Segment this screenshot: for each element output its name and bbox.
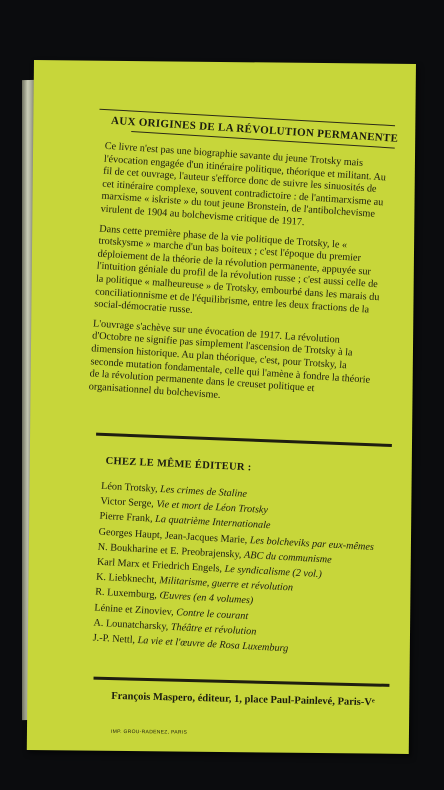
- list-item: A. Lounatcharsky, Théâtre et révolution: [93, 617, 257, 638]
- blurb: [88, 141, 393, 420]
- list-item: Lénine et Zinoviev, Contre le courant: [94, 602, 249, 622]
- list-item: K. Liebknecht, Militarisme, guerre et révolution: [95, 571, 294, 594]
- list-item: J.-P. Nettl, La vie et l'œuvre de Rosa Luxemburg: [92, 632, 289, 655]
- cover-heading: AUX ORIGINES DE LA RÉVOLUTION PERMANENTE: [110, 114, 399, 145]
- publisher-address: François Maspero, éditeur, 1, place Paul-Painlevé, Paris-Vᵉ: [111, 690, 375, 709]
- bottom-divider: [93, 677, 389, 687]
- list-item: Georges Haupt, Jean-Jacques Marie, Les bolcheviks par eux-mêmes: [98, 526, 375, 553]
- book-back-cover: [27, 60, 416, 754]
- list-item: Victor Serge, Vie et mort de Léon Trotsky: [100, 495, 269, 517]
- blurb-paragraph: Ce livre n'est pas une biographie savante du jeune Trotsky mais l'évocation engagée d'un itinéraire politique, théorique et militant. Au fil de cet ouvrage, l'auteur s'efforce donc de suivre les sinuosités de cet itinéraire complexe, souvent contradictoire : de l'antimarxisme au marxisme « iskriste » du tout jeune Bronstein, de l'antibolchevisme virulent de 1904 au bolchevisme critique de 1917.: [100, 140, 387, 229]
- blurb-paragraph: Dans cette première phase de la vie politique de Trotsky, le « trotskysme » marche d'un bas boiteux ; c'est l'époque du premier déploiement de la théorie de la révolution permanente, appuyée sur l'intuition géniale du profil de la révolution russe ; c'est aussi celle de la politique « malheureuse » de Trotsky, embourbé dans les marais du conciliationnisme et de l'équilibrisme, entre les deux fractions de la social-démocratie russe.: [93, 223, 380, 317]
- same-publisher-heading: CHEZ LE MÊME ÉDITEUR :: [105, 455, 252, 474]
- list-item: Pierre Frank, La quatrième Internationale: [99, 511, 271, 532]
- printer-imprint: IMP. GROU-RADENEZ, PARIS: [110, 728, 188, 736]
- list-item: Karl Marx et Friedrich Engels, Le syndicalisme (2 vol.): [96, 556, 323, 581]
- list-item: Léon Trotsky, Les crimes de Staline: [100, 480, 248, 500]
- list-item: N. Boukharine et E. Preobrajensky, ABC du communisme: [97, 541, 332, 566]
- blurb-paragraph: L'ouvrage s'achève sur une évocation de 1917. La révolution d'Octobre ne signifie pas simplement l'ascension de Trotsky à la dimension historique. Au plan théorique, c'est, pour Trotsky, la seconde mutation fondamentale, celle qui l'amène à fondre la théorie de la révolution permanente dans le creuset politique et organisationnel du bolchevisme.: [88, 318, 371, 401]
- section-divider: [96, 433, 392, 447]
- list-item: R. Luxemburg, Œuvres (en 4 volumes): [94, 586, 254, 607]
- book-list: [92, 479, 401, 663]
